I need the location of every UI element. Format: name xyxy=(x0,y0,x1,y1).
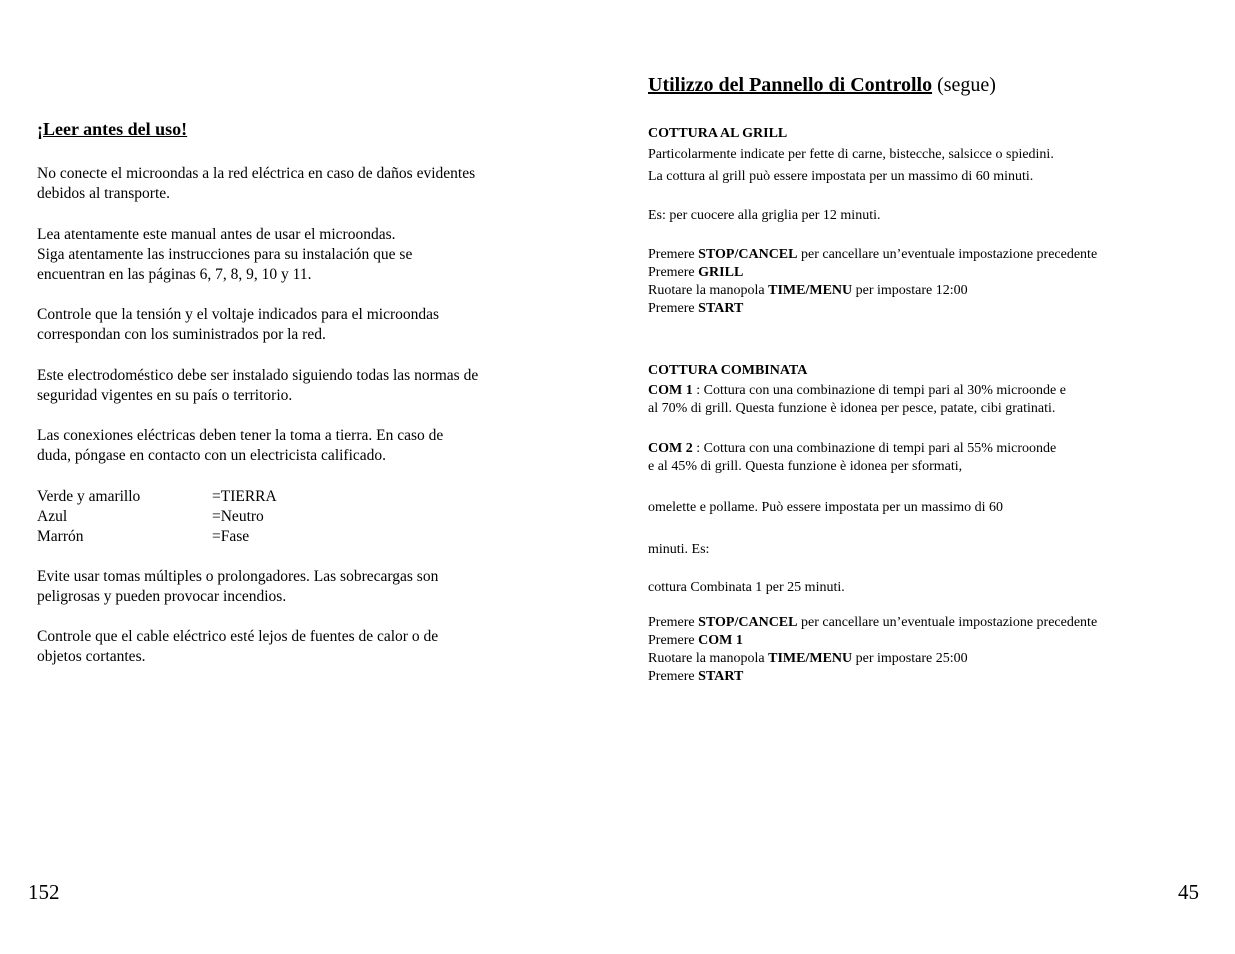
com1-label: COM 1 xyxy=(648,383,693,398)
text-line: objetos cortantes. xyxy=(37,648,146,665)
step-key: START xyxy=(698,669,744,684)
wire-row-phase xyxy=(37,527,249,547)
com2-description xyxy=(648,440,1056,476)
step-text: per impostare 25:00 xyxy=(852,651,968,666)
step-text: Premere xyxy=(648,265,699,280)
combi-heading: COTTURA COMBINATA xyxy=(648,363,808,378)
text-line: No conecte el microondas a la red eléctrica en caso de daños evidentes xyxy=(37,165,476,182)
combi-line-omelette: omelette e pollame. Può essere impostata per un massimo di 60 xyxy=(648,500,1003,515)
paragraph-transport xyxy=(37,164,475,204)
step-text: Premere xyxy=(648,247,699,262)
paragraph-manual xyxy=(37,225,412,285)
com2-line-2: e al 45% di grill. Questa funzione è idonea per sformati, xyxy=(648,459,963,474)
step-key: TIME/MENU xyxy=(768,651,853,666)
wire-value: =Fase xyxy=(212,528,250,545)
step-text: per impostare 12:00 xyxy=(852,283,968,298)
com2-line-1 xyxy=(648,440,1056,458)
grill-step-4 xyxy=(648,300,1097,318)
combi-line-cottura: cottura Combinata 1 per 25 minuti. xyxy=(648,580,845,595)
combi-line-minuti: minuti. Es: xyxy=(648,542,710,557)
step-text: Ruotare la manopola xyxy=(648,651,769,666)
paragraph-cable xyxy=(37,627,438,667)
step-key: GRILL xyxy=(698,265,744,280)
wire-value: =TIERRA xyxy=(212,488,277,505)
text-line: correspondan con los suministrados por la red. xyxy=(37,326,326,343)
grill-steps xyxy=(648,246,1097,318)
grill-step-3 xyxy=(648,282,1097,300)
step-text: per cancellare un’eventuale impostazione precedente xyxy=(797,615,1098,630)
wire-row-ground xyxy=(37,487,277,507)
page-number-right: 45 xyxy=(1178,880,1199,904)
grill-line-2: La cottura al grill può essere impostata per un massimo di 60 minuti. xyxy=(648,169,1034,184)
grill-step-1 xyxy=(648,246,1097,264)
grill-step-2 xyxy=(648,264,1097,282)
com2-label: COM 2 xyxy=(648,441,693,456)
grill-heading: COTTURA AL GRILL xyxy=(648,126,788,141)
combi-step-4 xyxy=(648,668,1097,686)
step-key: START xyxy=(698,301,744,316)
com1-line-2: al 70% di grill. Questa funzione è idonea per pesce, patate, cibi gratinati. xyxy=(648,401,1056,416)
combi-step-2 xyxy=(648,632,1097,650)
grill-line-1: Particolarmente indicate per fette di carne, bistecche, salsicce o spiedini. xyxy=(648,147,1054,162)
com1-description xyxy=(648,382,1066,418)
step-text: per cancellare un’eventuale impostazione precedente xyxy=(797,247,1098,262)
step-key: COM 1 xyxy=(698,633,743,648)
text-line: Siga atentamente las instrucciones para su instalación que se xyxy=(37,246,413,263)
text-line: Las conexiones eléctricas deben tener la toma a tierra. En caso de xyxy=(37,427,444,444)
step-key: TIME/MENU xyxy=(768,283,853,298)
combi-step-3 xyxy=(648,650,1097,668)
combi-steps xyxy=(648,614,1097,686)
text-line: Este electrodoméstico debe ser instalado siguiendo todas las normas de xyxy=(37,367,479,384)
text-line: Lea atentamente este manual antes de usar el microondas. xyxy=(37,226,396,243)
step-key: STOP/CANCEL xyxy=(698,615,798,630)
right-title-main: Utilizzo del Pannello di Controllo xyxy=(648,74,933,96)
paragraph-voltage xyxy=(37,305,439,345)
step-text: Ruotare la manopola xyxy=(648,283,769,298)
text-line: seguridad vigentes en su país o territorio. xyxy=(37,387,293,404)
com1-line-1 xyxy=(648,382,1066,400)
paragraph-grounding xyxy=(37,426,443,466)
left-title: ¡Leer antes del uso! xyxy=(37,119,188,139)
paragraph-installation xyxy=(37,366,478,406)
step-text: Premere xyxy=(648,669,699,684)
text-line: encuentran en las páginas 6, 7, 8, 9, 10 y 11. xyxy=(37,266,312,283)
text-line: debidos al transporte. xyxy=(37,185,171,202)
right-title-suffix: (segue) xyxy=(932,74,996,96)
text-line: duda, póngase en contacto con un electricista calificado. xyxy=(37,447,387,464)
wire-value: =Neutro xyxy=(212,508,264,525)
step-key: STOP/CANCEL xyxy=(698,247,798,262)
page-number-left: 152 xyxy=(28,880,60,904)
text-line: Controle que la tensión y el voltaje indicados para el microondas xyxy=(37,306,440,323)
text-line: Controle que el cable eléctrico esté lejos de fuentes de calor o de xyxy=(37,628,439,645)
grill-example: Es: per cuocere alla griglia per 12 minuti. xyxy=(648,208,881,223)
wire-name: Marrón xyxy=(37,528,84,545)
com2-text: : Cottura con una combinazione di tempi pari al 55% microonde xyxy=(692,441,1057,456)
step-text: Premere xyxy=(648,301,699,316)
text-line: peligrosas y pueden provocar incendios. xyxy=(37,588,287,605)
text-line: Evite usar tomas múltiples o prolongadores. Las sobrecargas son xyxy=(37,568,439,585)
combi-step-1 xyxy=(648,614,1097,632)
com1-text: : Cottura con una combinazione di tempi pari al 30% microonde e xyxy=(692,383,1066,398)
right-title xyxy=(648,74,996,97)
wire-name: Verde y amarillo xyxy=(37,488,141,505)
wire-name: Azul xyxy=(37,508,68,525)
paragraph-multiple-outlets xyxy=(37,567,438,607)
step-text: Premere xyxy=(648,615,699,630)
step-text: Premere xyxy=(648,633,699,648)
wire-row-neutral xyxy=(37,507,264,527)
